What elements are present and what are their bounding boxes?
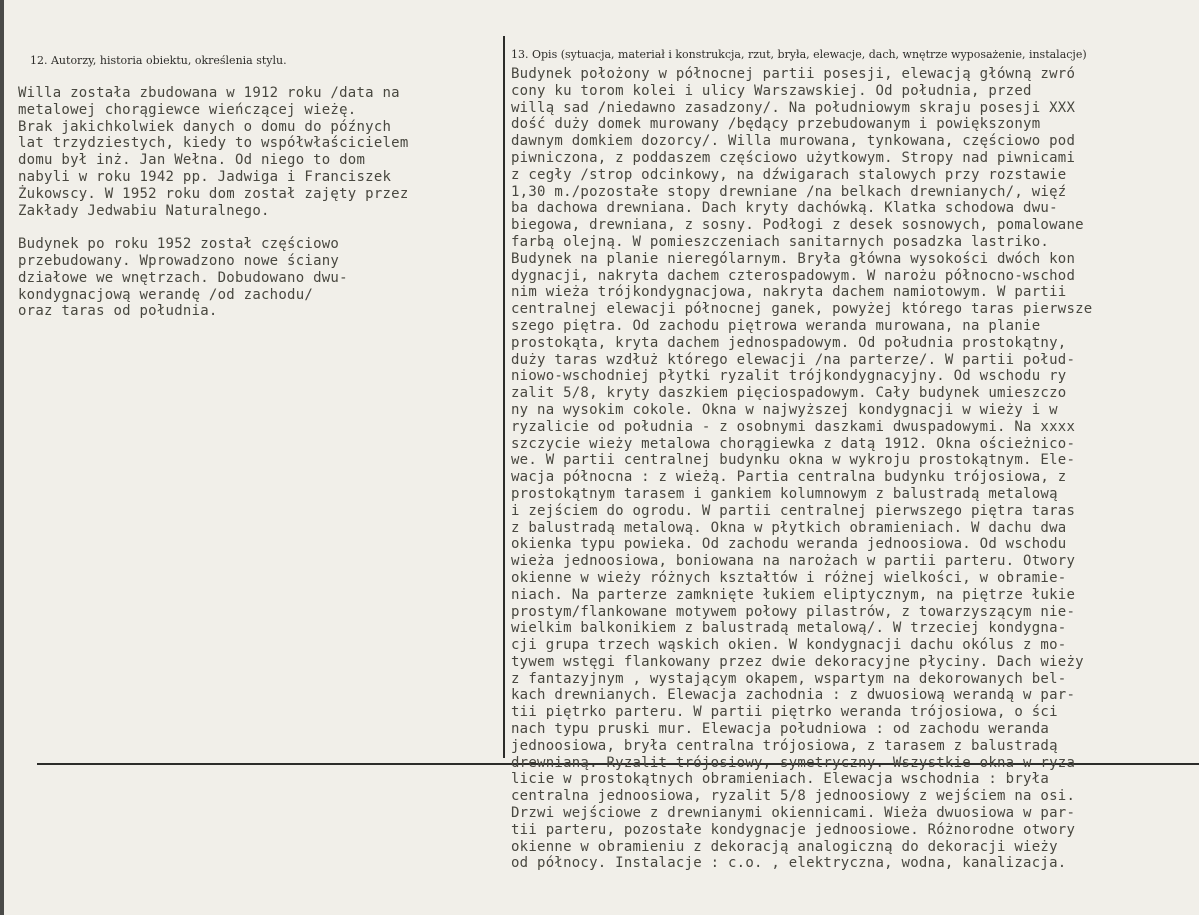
description-text-line: niach. Na parterze zamknięte łukiem eliptycznym, na piętrze łukie	[511, 586, 1076, 603]
description-text-line: piwniczona, z poddaszem częściowo użytkowym. Stropy nad piwnicami	[511, 149, 1076, 166]
description-text-line: tii piętrko parteru. W partii piętrko weranda trójosiowa, o ści	[511, 704, 1058, 721]
description-text-line: prostokąta, kryta dachem jednospadowym. Od południa prostokątny,	[511, 334, 1067, 351]
page-edge	[0, 0, 4, 915]
description-text-line: ryzalicie od południa - z osobnymi daszkami dwuspadowymi. Na xxxx	[511, 418, 1076, 435]
description-text-line: nach typu pruski mur. Elewacja południowa : od zachodu weranda	[511, 721, 1050, 738]
description-text-line: i zejściem do ogrodu. W partii centralnej pierwszego piętra taras	[511, 502, 1076, 519]
history-text-line: przebudowany. Wprowadzono nowe ściany	[18, 252, 340, 269]
description-text-line: okienne w wieży różnych kształtów i różnej wielkości, w obramie-	[511, 569, 1067, 586]
description-text-line: Drzwi wejściowe z drewnianymi okiennicami. Wieża dwuosiowa w par-	[511, 805, 1076, 822]
column-divider	[503, 36, 505, 758]
history-text-line: Budynek po roku 1952 został częściowo	[18, 236, 340, 253]
description-text-line: niowo-wschodniej płytki ryzalit trójkondygnacyjny. Od wschodu ry	[511, 368, 1067, 385]
description-text-line: z cegły /strop odcinkowy, na dźwigarach stalowych przy rozstawie	[511, 166, 1067, 183]
description-text-line: Budynek na planie nierególarnym. Bryła główna wysokości dwóch kon	[511, 250, 1076, 267]
description-text-line: okienka typu powieka. Od zachodu weranda jednoosiowa. Od wschodu	[511, 536, 1067, 553]
history-text-line: lat trzydziestych, kiedy to współwłaścicielem	[18, 135, 409, 152]
description-text-line: willą sad /niedawno zasadzony/. Na południowym skraju posesji XXX	[511, 99, 1076, 116]
description-text-line: Budynek położony w północnej partii posesji, elewacją główną zwró	[511, 66, 1076, 82]
description-text-line: wielkim balkonikiem z balustradą metalową/. W trzeciej kondygna-	[511, 620, 1067, 637]
description-text-line: centralnej elewacji północnej ganek, powyżej którego taras pierwsze	[511, 301, 1093, 318]
history-text-block	[18, 85, 409, 320]
history-text-line: Żukowscy. W 1952 roku dom został zajęty przez	[18, 185, 409, 202]
history-text-line: Zakłady Jedwabiu Naturalnego.	[18, 202, 270, 219]
description-text-line: zalit 5/8, kryty daszkiem pięciospadowym. Cały budynek umieszczo	[511, 385, 1067, 402]
description-text-line: prostokątnym tarasem i gankiem kolumnowym z balustradą metalową	[511, 485, 1058, 502]
history-text-line: Willa została zbudowana w 1912 roku /data na	[18, 85, 400, 101]
description-text-line: ba dachowa drewniana. Dach kryty dachówką. Klatka schodowa dwu-	[511, 200, 1058, 217]
description-text-line: jednoosiowa, bryła centralna trójosiowa, z tarasem z balustradą	[511, 737, 1058, 754]
description-text-line: wieża jednoosiowa, boniowana na narożach w partii parteru. Otwory	[511, 553, 1076, 570]
description-text-line: dawnym domkiem dozorcy/. Willa murowana, tynkowana, częściowo pod	[511, 133, 1076, 150]
description-text-line: nim wieża trójkondygnacjowa, nakryta dachem namiotowym. W partii	[511, 284, 1067, 301]
description-text-line: we. W partii centralnej budynku okna w wykroju prostokątnym. Ele-	[511, 452, 1076, 469]
description-text-line: z fantazyjnym , wystającym okapem, wspartym na dekorowanych bel-	[511, 670, 1067, 687]
description-text-line: duży taras wzdłuż którego elewacji /na parterze/. W partii połud-	[511, 351, 1076, 368]
description-text-line: prostym/flankowane motywem połowy pilastrów, z towarzyszącym nie-	[511, 603, 1076, 620]
description-text-line: okienne w obramieniu z dekoracją analogiczną do dekoracji wieży	[511, 838, 1058, 855]
history-text-line: Brak jakichkolwiek danych o domu do późnych	[18, 118, 392, 135]
description-text-line: licie w prostokątnych obramieniach. Elewacja wschodnia : bryła	[511, 771, 1050, 788]
description-text-line: ny na wysokim cokole. Okna w najwyższej kondygnacji w wieży i w	[511, 401, 1058, 418]
description-text-line: tywem wstęgi flankowany przez dwie dekoracyjne płyciny. Dach wieży	[511, 653, 1084, 670]
description-text-line: cony ku torom kolei i ulicy Warszawskiej. Od południa, przed	[511, 82, 1032, 99]
description-text-line: kach drewnianych. Elewacja zachodnia : z dwuosiową werandą w par-	[511, 687, 1076, 704]
description-text-line: dygnacji, nakryta dachem czterospadowym. W narożu północno-wschod	[511, 267, 1076, 284]
description-text-line: 1,30 m./pozostałe stopy drewniane /na belkach drewnianych/, więź	[511, 183, 1067, 200]
description-text-line: cji grupa trzech wąskich okien. W kondygnacji dachu okólus z mo-	[511, 637, 1067, 654]
description-text-block	[511, 66, 1092, 872]
history-text-line: oraz taras od południa.	[18, 303, 218, 320]
description-text-line: szczycie wieży metalowa chorągiewka z datą 1912. Okna ościeżnico-	[511, 435, 1076, 452]
section-13-header: 13. Opis (sytuacja, materiał i konstrukcja, rzut, bryła, elewacje, dach, wnętrze wyposażenie, instalacje)	[511, 48, 1087, 61]
description-text-line: dość duży domek murowany /będący przebudowanym i powiększonym	[511, 116, 1041, 133]
description-text-line: drewnianą. Ryzalit trójosiowy, symetryczny. Wszystkie okna w ryza	[511, 754, 1076, 771]
description-text-line: centralna jednoosiowa, ryzalit 5/8 jednoosiowy z wejściem na osi.	[511, 788, 1076, 805]
description-text-line: z balustradą metalową. Okna w płytkich obramieniach. W dachu dwa	[511, 519, 1067, 536]
history-text-line: metalowej chorągiewce wieńczącej wieżę.	[18, 101, 357, 118]
description-text-line: od północy. Instalacje : c.o. , elektryczna, wodna, kanalizacja.	[511, 855, 1067, 872]
history-text-line	[18, 219, 409, 236]
description-text-line: tii parteru, pozostałe kondygnacje jednoosiowe. Różnorodne otwory	[511, 821, 1076, 838]
description-text-line: biegowa, drewniana, z sosny. Podłogi z desek sosnowych, pomalowane	[511, 217, 1084, 234]
description-text-line: wacja północna : z wieżą. Partia centralna budynku trójosiowa, z	[511, 469, 1067, 486]
description-text-line: farbą olejną. W pomieszczeniach sanitarnych posadzka lastriko.	[511, 233, 1050, 250]
history-text-line: nabyli w roku 1942 pp. Jadwiga i Franciszek	[18, 168, 392, 185]
section-12-header: 12. Autorzy, historia obiektu, określenia stylu.	[30, 54, 287, 67]
history-text-line: domu był inż. Jan Wełna. Od niego to dom	[18, 152, 366, 169]
history-text-line: działowe we wnętrzach. Dobudowano dwu-	[18, 269, 348, 286]
description-text-line: szego piętra. Od zachodu piętrowa weranda murowana, na planie	[511, 317, 1041, 334]
history-text-line: kondygnacjową werandę /od zachodu/	[18, 286, 314, 303]
